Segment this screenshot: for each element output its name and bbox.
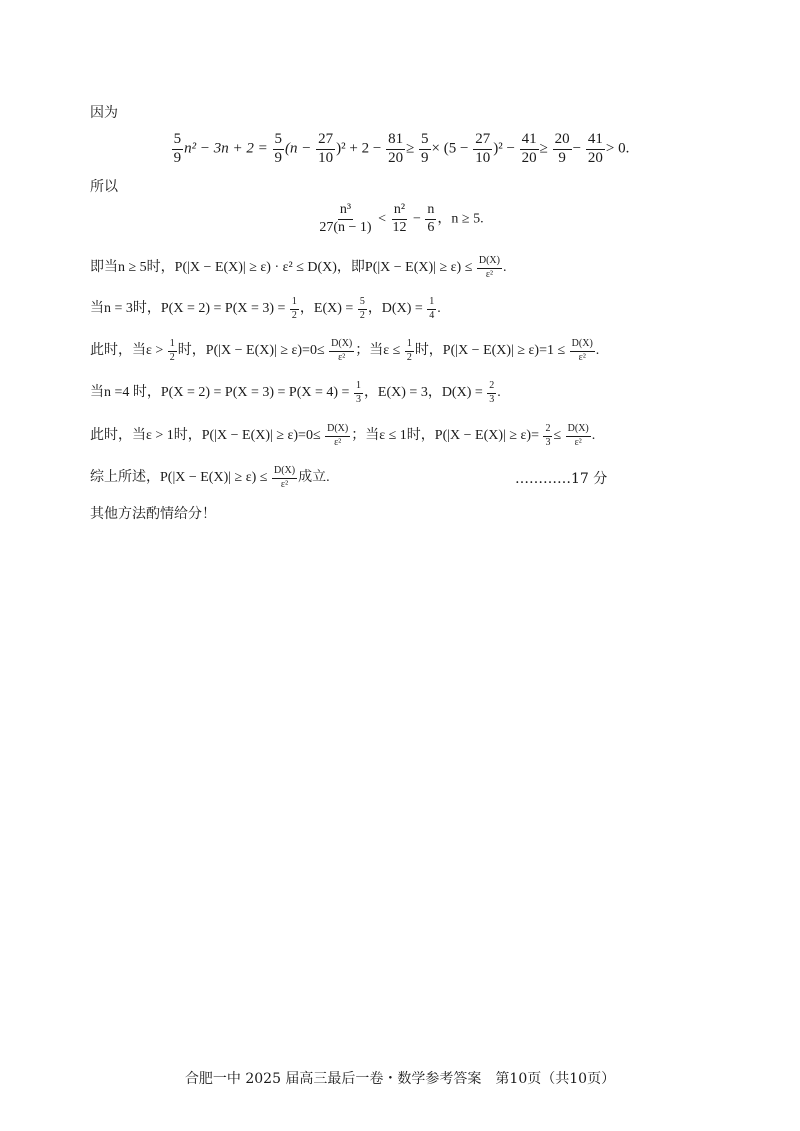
fraction: $\frac{D(X)}{\text{ε²}}$ — [327, 423, 349, 448]
fraction: $\frac{1}{2}$ — [169, 338, 175, 363]
fraction: $\frac{27}{10}$ — [318, 131, 334, 166]
equation-quadratic: $\frac{5}{9}$ n² − 3n + 2 = $\frac{5}{9}$ (n − $\frac{27}{10}$ )² + 2 − $\frac{81}{20}$ ≥ $\frac{5}{9}$ × (5 − $\frac{27}{10}$ )² − $\frac{41}{20}$ ≥ $\frac{20}{9}$ − $\frac{41}{20}$ > 0. — [173, 131, 630, 166]
fraction: $\frac{1}{4}$ — [429, 296, 435, 321]
fraction: $\frac{D(X)}{\text{ε²}}$ — [273, 465, 296, 490]
fraction: $\frac{41}{20}$ — [587, 131, 603, 166]
fraction: $\frac{1}{2}$ — [291, 296, 297, 321]
fraction: $\frac{\text{n²}}{12}$ — [392, 202, 407, 235]
fraction: $\frac{2}{3}$ — [489, 380, 495, 405]
fraction: $\frac{20}{9}$ — [554, 131, 570, 166]
fraction: $\frac{27}{10}$ — [475, 131, 491, 166]
fraction: $\frac{1}{3}$ — [355, 380, 361, 405]
fraction: $\frac{5}{9}$ — [274, 131, 283, 166]
text-case-n4: 当n =4 时，P(X = 2) = P(X = 3) = P(X = 4) = $\frac{1}{3}$ ，E(X) = 3，D(X) = $\frac{2}{3}$ . — [90, 380, 501, 405]
text-therefore: 所以 — [90, 179, 118, 195]
page-footer: 合肥一中 2025 届高三最后一卷・数学参考答案 第10页（共10页） — [184, 1071, 616, 1087]
fraction: $\frac{\text{n³}}{27(n - 1)}$ — [319, 202, 372, 235]
fraction: $\frac{D(X)}{\text{ε²}}$ — [567, 423, 589, 448]
fraction: $\frac{D(X)}{\text{ε²}}$ — [478, 255, 500, 280]
text-case-n4-epsilon: 此时，当ε > 1时，P(|X − E(X)| ≥ ε)=0≤ $\frac{D(X)}{\text{ε²}}$ ；当ε ≤ 1时，P(|X − E(X)| ≥ ε)= $\frac{2}{3}$ ≤ $\frac{D(X)}{\text{ε²}}$ . — [90, 423, 596, 448]
fraction: $\frac{5}{9}$ — [421, 131, 429, 166]
fraction: $\frac{41}{20}$ — [521, 131, 537, 166]
text-summary: 综上所述，P(|X − E(X)| ≥ ε) ≤ $\frac{D(X)}{\text{ε²}}$ 成立. — [90, 465, 330, 490]
text-other-methods: 其他方法酌情给分！ — [90, 506, 216, 522]
text-because: 因为 — [90, 105, 118, 121]
fraction: $\frac{1}{2}$ — [406, 338, 412, 363]
equation-inequality: $\frac{\text{n³}}{27(n - 1)}$ < $\frac{\text{n²}}{12}$ − $\frac{n}{6}$ ，n ≥ 5. — [319, 202, 484, 235]
fraction: $\frac{D(X)}{\text{ε²}}$ — [571, 338, 593, 363]
fraction: $\frac{n}{6}$ — [427, 202, 435, 235]
text-conclusion-n5: 即当n ≥ 5时，P(|X − E(X)| ≥ ε) · ε² ≤ D(X)，即P(|X − E(X)| ≥ ε) ≤ $\frac{D(X)}{\text{ε²}}$ . — [90, 255, 507, 280]
text-case-n3-epsilon: 此时，当ε > $\frac{1}{2}$ 时，P(|X − E(X)| ≥ ε)=0≤ $\frac{D(X)}{\text{ε²}}$ ；当ε ≤ $\frac{1}{2}$ 时，P(|X − E(X)| ≥ ε)=1 ≤ $\frac{D(X)}{\text{ε²}}$ . — [90, 338, 600, 363]
score-mark: …………17 分 — [515, 471, 608, 487]
fraction: $\frac{5}{9}$ — [173, 131, 182, 166]
fraction: $\frac{5}{2}$ — [359, 296, 365, 321]
fraction: $\frac{D(X)}{\text{ε²}}$ — [331, 338, 353, 363]
fraction: $\frac{2}{3}$ — [545, 423, 551, 448]
text-case-n3: 当n = 3时，P(X = 2) = P(X = 3) = $\frac{1}{2}$ ，E(X) = $\frac{5}{2}$ ，D(X) = $\frac{1}{4}$ . — [90, 296, 441, 321]
fraction: $\frac{81}{20}$ — [388, 131, 404, 166]
